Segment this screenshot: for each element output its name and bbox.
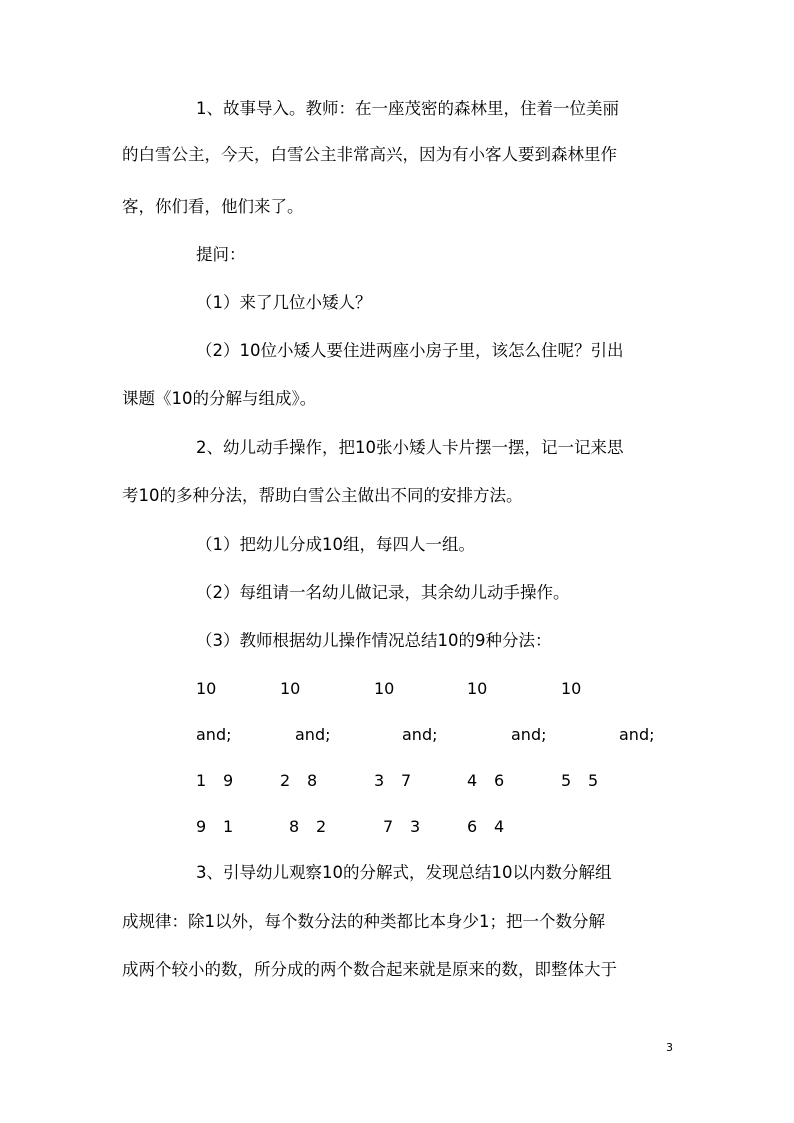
part-number: 1	[196, 771, 207, 790]
total-number: 10	[280, 679, 301, 698]
and-label: and;	[619, 725, 655, 744]
total-number: 10	[196, 679, 217, 698]
step-item: （3）教师根据幼儿操作情况总结10的9种分法：	[196, 631, 552, 650]
paragraph-line: 客，你们看，他们来了。	[122, 197, 304, 216]
page-number: 3	[666, 1041, 673, 1054]
total-number: 10	[374, 679, 395, 698]
part-number: 4	[467, 771, 478, 790]
paragraph-line: 的白雪公主，今天，白雪公主非常高兴，因为有小客人要到森林里作	[122, 145, 617, 164]
question-heading: 提问：	[196, 245, 246, 264]
part-number: 5	[588, 771, 599, 790]
part-number: 9	[196, 817, 207, 836]
part-number: 8	[307, 771, 318, 790]
total-number: 10	[467, 679, 488, 698]
and-label: and;	[196, 725, 232, 744]
paragraph-line: 3、引导幼儿观察10的分解式，发现总结10以内数分解组	[196, 863, 612, 882]
total-number: 10	[561, 679, 582, 698]
paragraph-line: 成两个较小的数，所分成的两个数合起来就是原来的数，即整体大于	[122, 960, 617, 979]
part-number: 5	[561, 771, 572, 790]
part-number: 2	[280, 771, 291, 790]
part-number: 3	[374, 771, 385, 790]
and-label: and;	[295, 725, 331, 744]
part-number: 7	[401, 771, 412, 790]
part-number: 2	[316, 817, 327, 836]
part-number: 4	[494, 817, 505, 836]
part-number: 7	[383, 817, 394, 836]
paragraph-line: 课题《10的分解与组成》。	[122, 389, 317, 408]
paragraph-line: 2、幼儿动手操作，把10张小矮人卡片摆一摆，记一记来思	[196, 438, 624, 457]
question-item: （2）10位小矮人要住进两座小房子里，该怎么住呢？引出	[196, 341, 624, 360]
and-label: and;	[402, 725, 438, 744]
paragraph-line: 成规律：除1以外，每个数分法的种类都比本身少1；把一个数分解	[122, 912, 605, 931]
part-number: 3	[410, 817, 421, 836]
and-label: and;	[511, 725, 547, 744]
part-number: 9	[223, 771, 234, 790]
step-item: （1）把幼儿分成10组，每四人一组。	[196, 535, 475, 554]
part-number: 1	[223, 817, 234, 836]
step-item: （2）每组请一名幼儿做记录，其余幼儿动手操作。	[196, 583, 570, 602]
part-number: 8	[289, 817, 300, 836]
paragraph-line: 考10的多种分法，帮助白雪公主做出不同的安排方法。	[122, 486, 523, 505]
question-item: （1）来了几位小矮人？	[196, 293, 372, 312]
paragraph-line: 1、故事导入。教师：在一座茂密的森林里，住着一位美丽	[196, 99, 619, 118]
part-number: 6	[467, 817, 478, 836]
part-number: 6	[494, 771, 505, 790]
